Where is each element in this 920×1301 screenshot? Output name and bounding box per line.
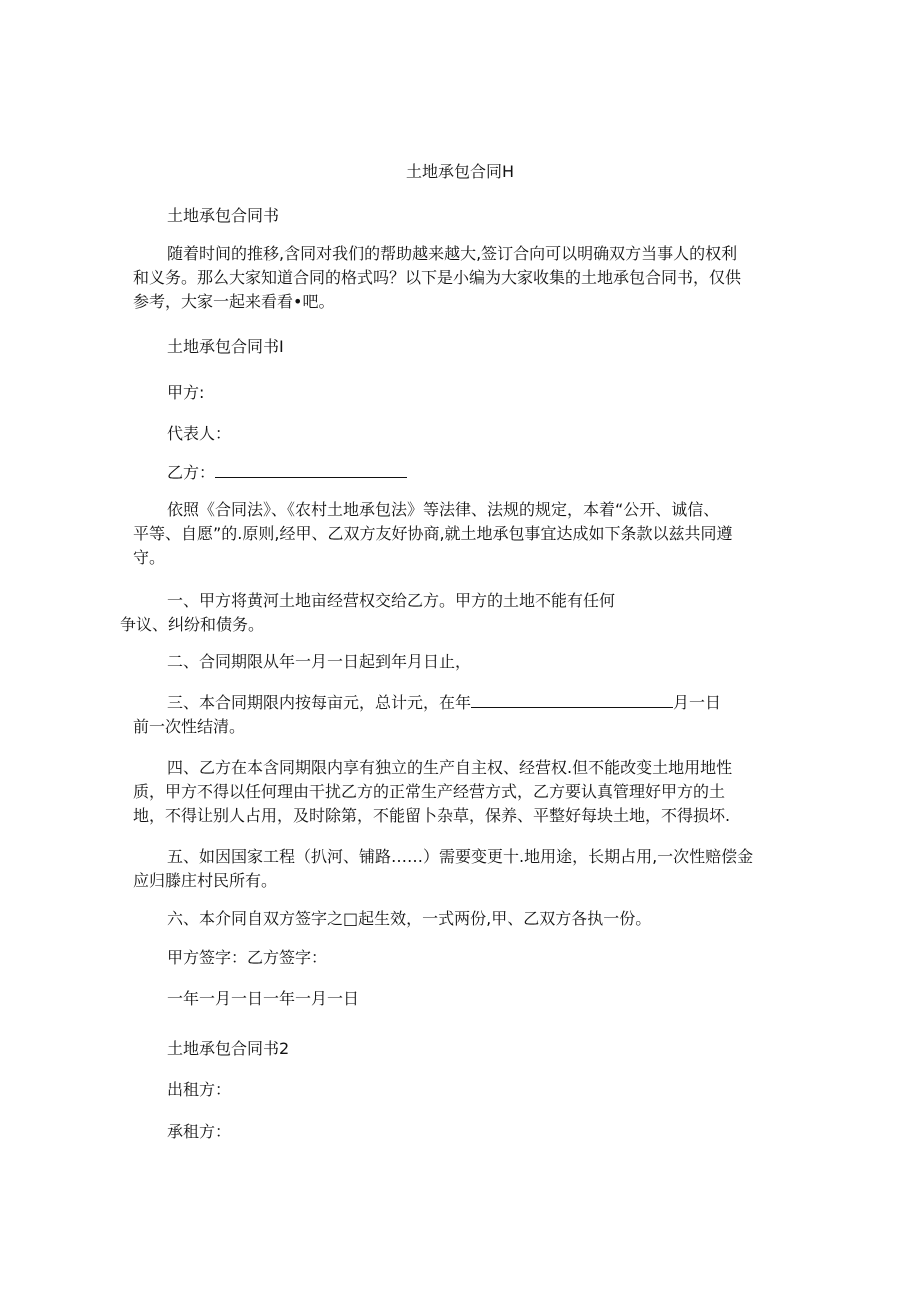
section2-title: 土地承包合同书2 <box>167 1039 290 1058</box>
clause-1: 一、甲方将黄河土地亩经营权交给乙方。甲方的土地不能有任何 争议、纠纷和债务。 <box>120 591 616 634</box>
dates-line: 一年一月一日一年一月一日 <box>167 989 360 1008</box>
payment-date-blank <box>471 692 673 708</box>
lessee-line: 承租方： <box>167 1122 232 1141</box>
clause-4: 四、乙方在本含同期限内享有独立的生产自主权、经营权.但不能改变土地用地性 质，甲方不得以任何理由干扰乙方的正常生产经营方式，乙方要认真管理好甲方的土 地，不得让别人占用，及时除第，不能留卜杂草，保养、平整好每块土地，不得损坏. <box>133 758 733 825</box>
party-b-line: 乙方： <box>133 461 783 485</box>
clause-5: 五、如因国家工程（扒河、铺路……）需要变更十.地用途，长期占用,一次性赔偿金 应归滕庄村民所有。 <box>133 847 754 890</box>
intro-paragraph: 随着时间的推移,含同对我们的帮助越来越大,签订合向可以明确双方当事人的权利 和义务。那么大家知道合同的格式吗？以下是小编为大家收集的土地承包合同书，仅供 参考，大家一起来看看•吧。 <box>133 244 742 311</box>
document-title: 土地承包合同H <box>405 162 515 181</box>
legal-basis-paragraph: 依照《合同法》、《农村土地承包法》等法律、法规的规定，本着“公开、诚信、 平等、自愿”的.原则,经甲、乙双方友好协商,就土地承包事宜达成如下条款以兹共同遵 守。 <box>133 500 733 567</box>
clause-6: 六、本介同自双方签字之□起生效，一式两份,甲、乙双方各执一份。 <box>167 909 652 928</box>
representative-line: 代表人： <box>167 424 232 443</box>
lessor-line: 出租方： <box>167 1080 232 1099</box>
signatures-line: 甲方签字：乙方签字： <box>167 948 328 967</box>
clause-3: 三、本合同期限内按每亩元，总计元，在年 月一日 前一次性结清。 <box>133 693 722 736</box>
party-a-line: 甲方: <box>167 383 205 402</box>
document-heading: 土地承包合同书 <box>167 206 280 225</box>
clause-2: 二、合同期限从年一月一日起到年月日止， <box>167 652 472 671</box>
party-b-blank <box>215 462 407 478</box>
section1-title: 土地承包合同书I <box>167 337 284 356</box>
